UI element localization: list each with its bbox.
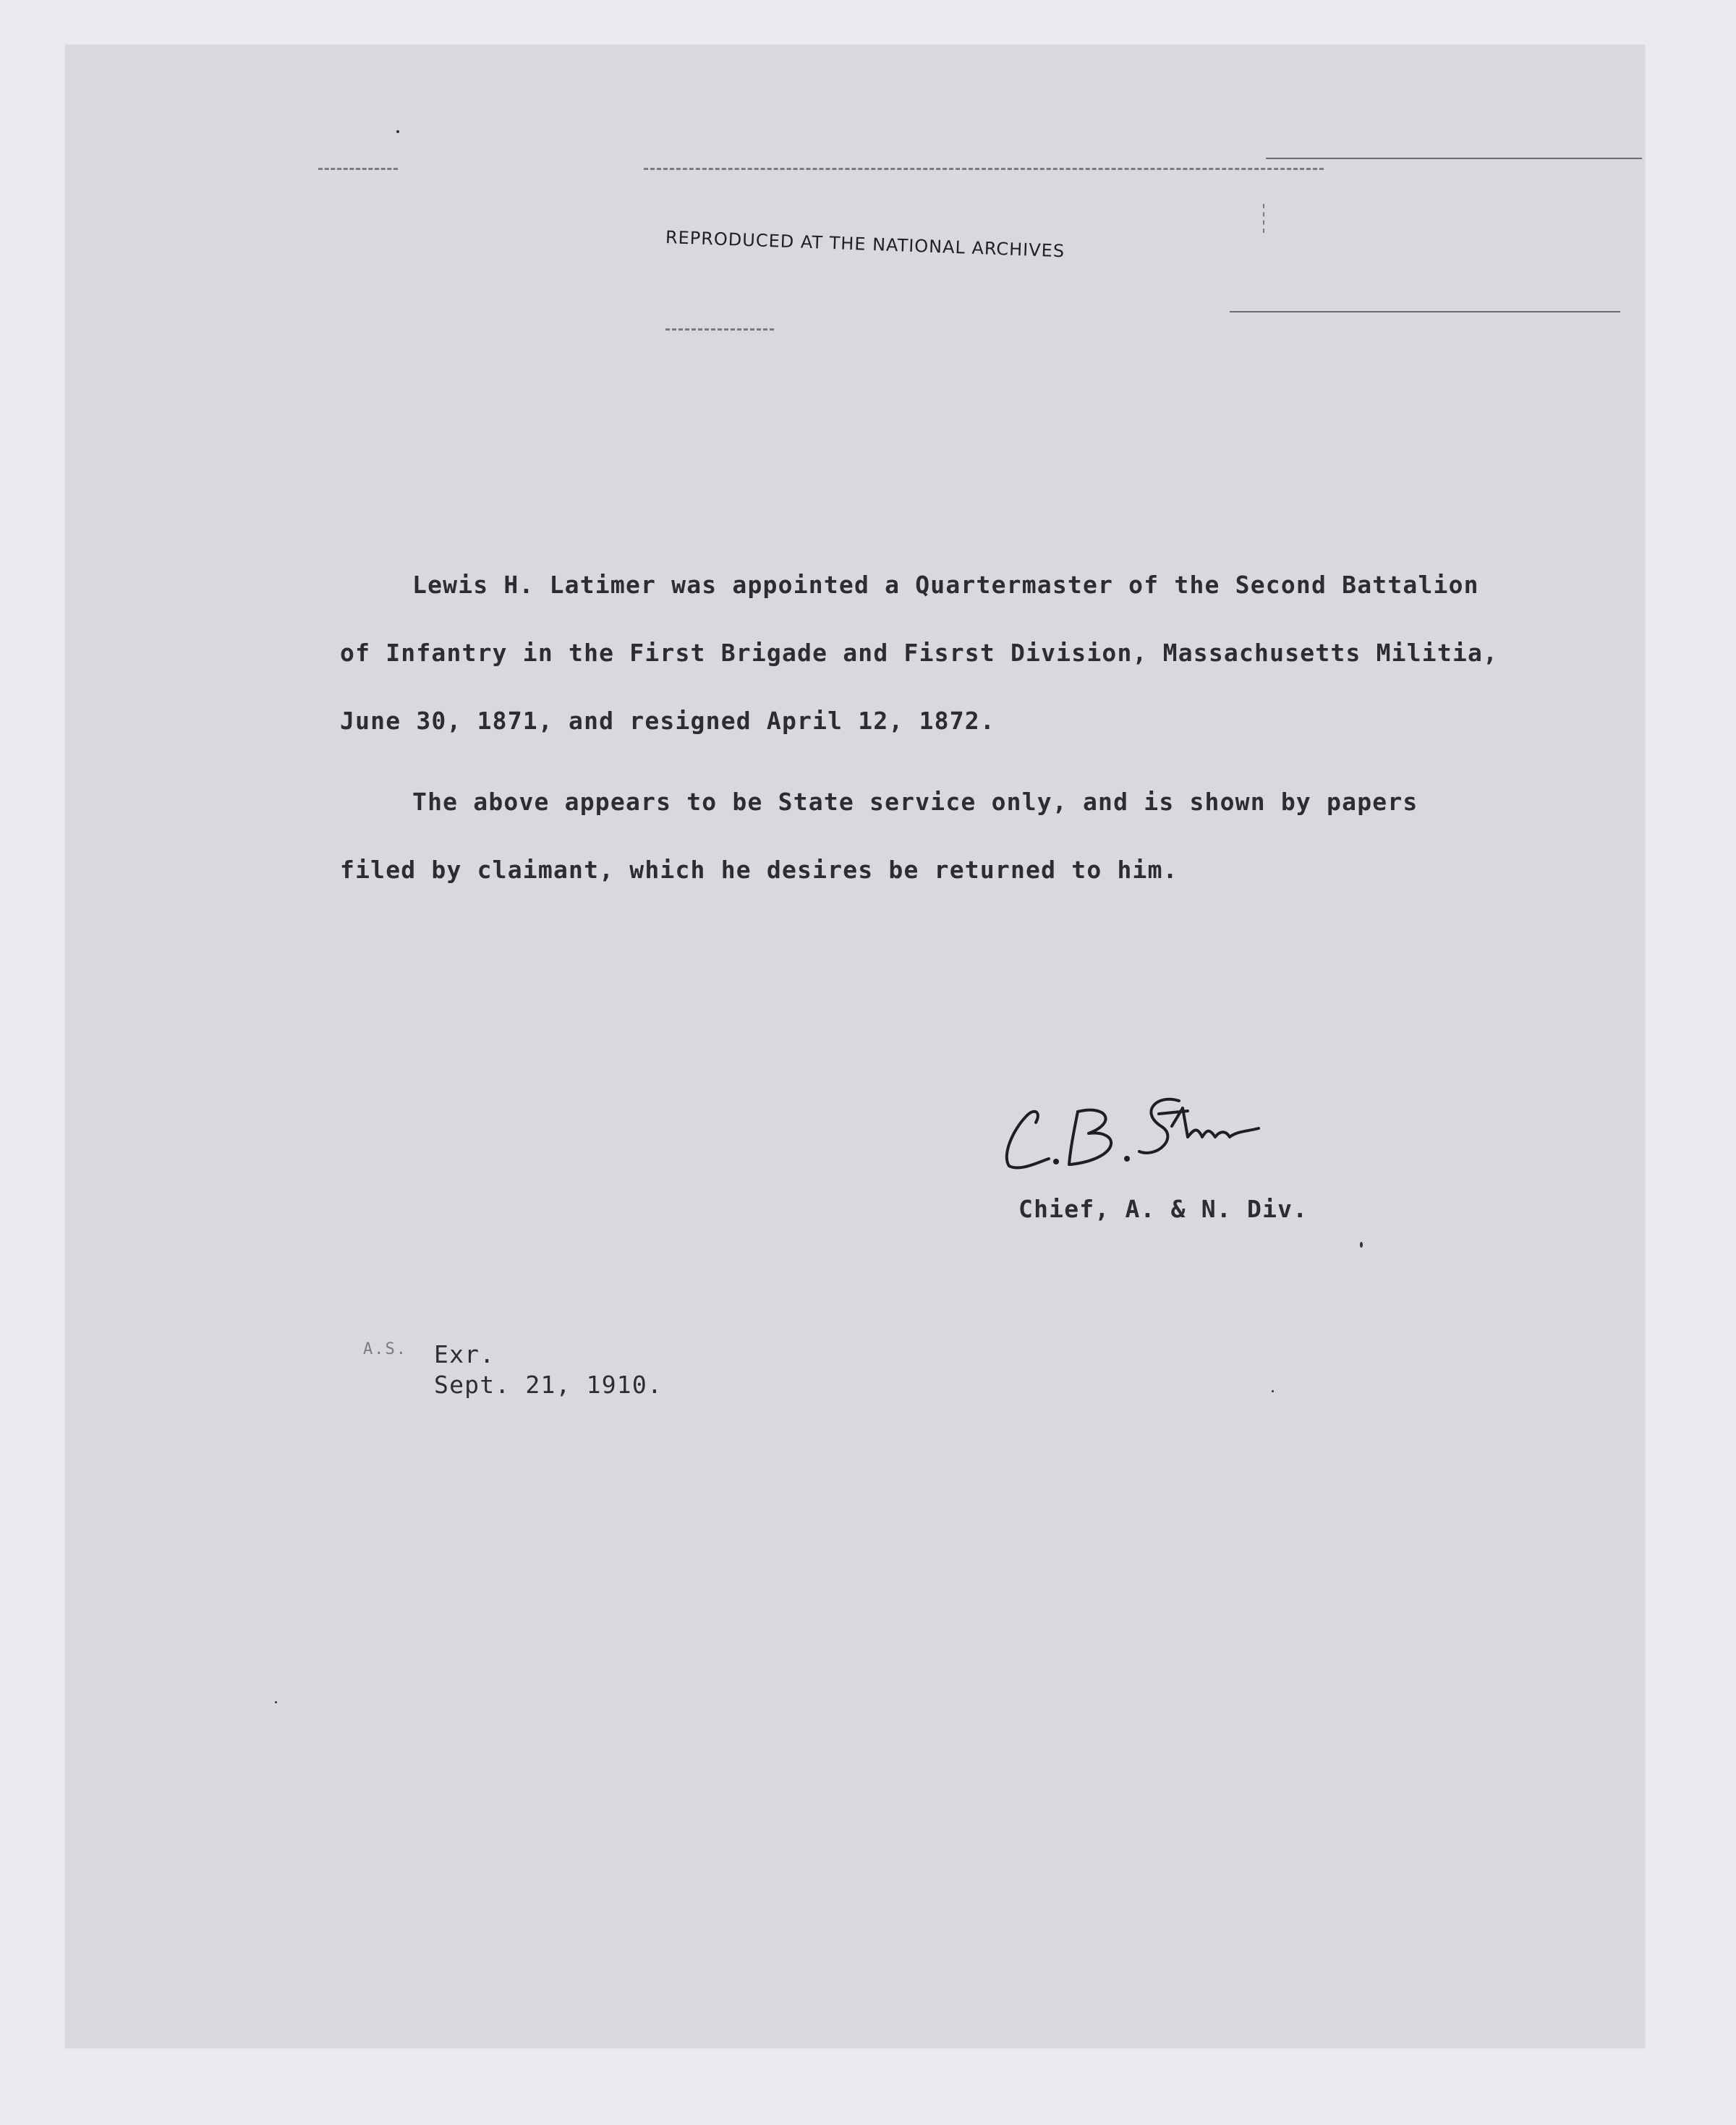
paragraph-1-line-1: Lewis H. Latimer was appointed a Quartermaster of the Second Battalion — [412, 571, 1479, 599]
footer-line-2: Sept. 21, 1910. — [434, 1371, 663, 1399]
header-dash-top — [644, 168, 1324, 170]
archives-stamp: REPRODUCED AT THE NATIONAL ARCHIVES — [665, 227, 1065, 262]
paragraph-2-line-1: The above appears to be State service only, and is shown by papers — [412, 788, 1418, 816]
speck — [1360, 1242, 1363, 1248]
footer-line-1: Exr. — [434, 1340, 495, 1368]
header-tick — [1263, 204, 1266, 233]
signatory-title: Chief, A. & N. Div. — [1018, 1195, 1309, 1223]
header-dash-left — [318, 168, 398, 170]
header-dash-bottom — [665, 328, 774, 331]
paragraph-2 — [340, 768, 1613, 904]
speck — [396, 130, 399, 133]
paragraph-2-line-2: filed by claimant, which he desires be returned to him. — [340, 856, 1178, 884]
header-rule-bottom-right — [1230, 311, 1620, 312]
document-sheet — [65, 45, 1645, 2048]
paragraph-1-line-2: of Infantry in the First Brigade and Fisrst Division, Massachusetts Militia, — [340, 639, 1499, 667]
paragraph-1 — [340, 551, 1613, 755]
paragraph-1-line-3: June 30, 1871, and resigned April 12, 1872. — [340, 707, 995, 735]
footer-initials: A.S. — [363, 1340, 407, 1358]
footer-block — [434, 1340, 663, 1400]
handwritten-signature — [998, 1086, 1288, 1180]
speck — [275, 1701, 277, 1703]
speck — [1272, 1390, 1274, 1392]
header-rule-top-right — [1266, 158, 1642, 159]
